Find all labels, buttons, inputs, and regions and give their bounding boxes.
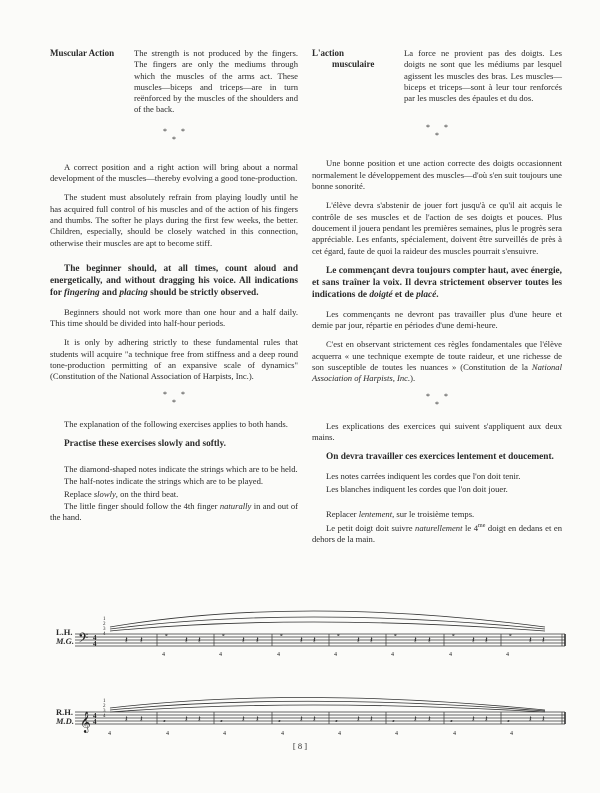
section-separator: * * *	[163, 389, 185, 407]
svg-text:4: 4	[395, 731, 398, 737]
svg-text:𝅗: 𝅗	[222, 628, 225, 638]
french-column	[312, 48, 562, 547]
english-paragraph-10: Replace slowly, on the third beat.	[64, 488, 179, 499]
svg-text:𝅗: 𝅗	[509, 628, 512, 638]
svg-text:4: 4	[223, 731, 226, 737]
svg-text:𝄽: 𝄽	[428, 714, 431, 724]
french-paragraph-7: On devra travailler ces exercices lentement et doucement.	[326, 452, 554, 463]
svg-text:𝄽: 𝄽	[313, 635, 316, 645]
svg-text:𝄽: 𝄽	[370, 635, 373, 645]
french-section-header	[312, 48, 562, 104]
svg-text:𝄽: 𝄽	[300, 635, 303, 645]
svg-text:𝄽: 𝄽	[357, 714, 360, 724]
english-paragraph-1: A correct position and a right action will bring about a normal development of the muscles—thereby evolving a good tone-production.	[50, 161, 298, 184]
svg-text:𝅗: 𝅗	[392, 714, 395, 724]
svg-text:𝄽: 𝄽	[370, 714, 373, 724]
svg-text:𝅗: 𝅗	[278, 714, 281, 724]
french-paragraph-9: Les blanches indiquent les cordes que l'on doit jouer.	[326, 483, 508, 494]
svg-text:𝄽: 𝄽	[185, 635, 188, 645]
english-intro: The strength is not produced by the fingers. The fingers are only the mediums through which the muscles of the arms act. These muscles—biceps and triceps—are in turn reënforced by the muscles of the shoulders and of the back.	[134, 48, 298, 115]
svg-text:𝅗: 𝅗	[335, 714, 338, 724]
svg-text:4: 4	[93, 718, 97, 726]
svg-text:𝄽: 𝄽	[472, 714, 475, 724]
english-paragraph-6: The explanation of the following exercises applies to both hands.	[64, 418, 288, 429]
french-paragraph-6: Les explications des exercices qui suivent s'appliquent aux deux mains.	[312, 420, 562, 442]
page-number: [ 8 ]	[292, 741, 308, 751]
svg-text:4: 4	[277, 652, 280, 658]
svg-text:𝅗: 𝅗	[163, 714, 166, 724]
svg-text:4: 4	[453, 731, 456, 737]
bass-clef-icon: 𝄢	[78, 632, 89, 649]
svg-text:1: 1	[103, 617, 106, 622]
svg-text:𝄽: 𝄽	[529, 635, 532, 645]
english-paragraph-8: The diamond-shaped notes indicate the strings which are to be held.	[64, 463, 298, 474]
svg-text:𝄽: 𝄽	[414, 635, 417, 645]
svg-text:4: 4	[281, 731, 284, 737]
svg-text:𝄽: 𝄽	[313, 714, 316, 724]
svg-text:𝄽: 𝄽	[542, 635, 545, 645]
svg-text:𝄽: 𝄽	[242, 714, 245, 724]
svg-text:2: 2	[103, 704, 106, 709]
svg-text:𝄽: 𝄽	[198, 635, 201, 645]
svg-text:3: 3	[103, 627, 106, 632]
svg-text:𝅗: 𝅗	[507, 714, 510, 724]
svg-text:4: 4	[93, 712, 97, 720]
svg-text:𝄽: 𝄽	[542, 714, 545, 724]
svg-text:𝄽: 𝄽	[242, 635, 245, 645]
svg-text:𝄽: 𝄽	[414, 714, 417, 724]
svg-text:4: 4	[93, 634, 97, 642]
svg-text:3: 3	[103, 709, 106, 714]
right-hand-notation	[0, 690, 600, 740]
svg-text:𝅗: 𝅗	[220, 714, 223, 724]
french-paragraph-2: L'élève devra s'abstenir de jouer fort jusqu'à ce qu'il ait acquis le contrôle de ses muscles et de l'action de ses doigts et pouces. Plus doucement il jouera pendant les premières semaines, plus le progrès sera appréciable. Les enfants, spécialement, doivent être surveillés de près à cet égard, faute de quoi la raideur des muscles pourrait s'ensuivre.	[312, 200, 562, 256]
side-label-action-musculaire: L'action musculaire	[312, 48, 375, 70]
svg-text:𝄽: 𝄽	[140, 635, 143, 645]
english-paragraph-11: The little finger should follow the 4th finger naturally in and out of the hand.	[50, 500, 298, 523]
svg-text:𝄽: 𝄽	[256, 714, 259, 724]
french-paragraph-8: Les notes carrées indiquent les cordes que l'on doit tenir.	[326, 471, 521, 482]
svg-text:𝄽: 𝄽	[125, 635, 128, 645]
french-intro: La force ne provient pas des doigts. Les doigts ne sont que les médiums par lesquel agissent les muscles des bras. Les muscles—biceps et triceps—sont à leur tour renforcés par les muscles des épaules et du dos.	[404, 48, 562, 104]
english-paragraph-9: The half-notes indicate the strings which are to be played.	[64, 476, 264, 487]
svg-text:4: 4	[108, 731, 111, 737]
svg-text:4: 4	[166, 731, 169, 737]
svg-text:𝄽: 𝄽	[140, 714, 143, 724]
french-paragraph-10: Replacer lentement, sur le troisième temps.	[326, 508, 475, 519]
svg-text:4: 4	[338, 731, 341, 737]
svg-text:𝅗: 𝅗	[452, 628, 455, 638]
staff-label-left-hand: L.H. M.G.	[56, 627, 74, 646]
english-paragraph-3: The beginner should, at all times, count aloud and energetically, and without dragging his voice. All indications for fingering and placing should be strictly observed.	[50, 263, 298, 298]
left-hand-staff	[0, 600, 600, 660]
svg-text:4: 4	[103, 632, 106, 637]
svg-text:𝄽: 𝄽	[529, 714, 532, 724]
french-paragraph-5: C'est en observant strictement ces règles fondamentales que l'élève acquerra « une technique exempte de toute raideur, et une richesse de son susceptible de toutes les nuances » (Constitution de la National Association of Harpists, Inc.).	[312, 339, 562, 384]
svg-text:4: 4	[93, 640, 97, 648]
french-paragraph-3: Le commençant devra toujours compter haut, avec énergie, et sans traîner la voix. Il devra strictement observer toutes les indications de doigté et de placé.	[312, 265, 562, 300]
svg-text:𝅗: 𝅗	[165, 628, 168, 638]
svg-text:1: 1	[103, 699, 106, 704]
french-paragraph-1: Une bonne position et une action correcte des doigts occasionnent normalement le développement des muscles—d'où s'en suit toujours une bonne sonorité.	[312, 158, 562, 192]
svg-text:𝄽: 𝄽	[185, 714, 188, 724]
english-paragraph-7: Practise these exercises slowly and softly.	[64, 438, 226, 449]
svg-text:𝄽: 𝄽	[357, 635, 360, 645]
svg-text:4: 4	[162, 652, 165, 658]
french-paragraph-4: Les commençants ne devront pas travailler plus d'une heure et demie par jour, répartie en périodes d'une demi-heure.	[312, 308, 562, 331]
right-hand-staff	[0, 690, 600, 740]
english-paragraph-2: The student must absolutely refrain from playing loudly until he has acquired full control of his muscles and of the action of his fingers and thumbs. The softer he plays during the first few weeks, the better. Children, especially, should be closely watched in this connection, otherwise their muscles are apt to become stiff.	[50, 192, 298, 248]
svg-text:𝄽: 𝄽	[125, 714, 128, 724]
svg-text:𝅗: 𝅗	[450, 714, 453, 724]
english-section-header	[50, 48, 298, 116]
svg-text:𝄽: 𝄽	[198, 714, 201, 724]
svg-text:𝄽: 𝄽	[300, 714, 303, 724]
svg-text:𝅗: 𝅗	[280, 628, 283, 638]
svg-text:𝅗: 𝅗	[337, 628, 340, 638]
svg-text:𝅗: 𝅗	[394, 628, 397, 638]
english-paragraph-4: Beginners should not work more than one hour and a half daily. This time should be divided into half-hour periods.	[50, 306, 298, 329]
svg-text:4: 4	[334, 652, 337, 658]
staff-label-right-hand: R.H. M.D.	[56, 707, 74, 726]
svg-text:4: 4	[506, 652, 509, 658]
svg-text:𝄽: 𝄽	[256, 635, 259, 645]
left-hand-notation	[0, 600, 600, 660]
section-separator: * * *	[163, 126, 185, 144]
section-separator: * * *	[426, 391, 448, 409]
svg-text:4: 4	[510, 731, 513, 737]
svg-text:4: 4	[103, 714, 106, 719]
svg-text:𝄽: 𝄽	[485, 714, 488, 724]
english-column	[50, 48, 298, 524]
svg-text:4: 4	[449, 652, 452, 658]
side-label-muscular-action: Muscular Action	[50, 48, 115, 58]
svg-text:𝄽: 𝄽	[472, 635, 475, 645]
section-separator: * * *	[426, 123, 448, 141]
svg-text:4: 4	[391, 652, 394, 658]
svg-text:𝄽: 𝄽	[485, 635, 488, 645]
french-paragraph-11: Le petit doigt doit suivre naturellement le $4^{me}$ doigt en dedans et en dehors de la main.	[312, 522, 563, 545]
svg-text:2: 2	[103, 622, 106, 627]
svg-text:4: 4	[219, 652, 222, 658]
english-paragraph-5: It is only by adhering strictly to these fundamental rules that students will acquire "a technique free from stiffness and a deep round tone-production permitting of an expansive scale of dynamics" (Constitution of the National Association of Harpists, Inc.).	[50, 337, 298, 382]
treble-clef-icon: 𝄞	[80, 712, 91, 732]
svg-text:𝄽: 𝄽	[428, 635, 431, 645]
